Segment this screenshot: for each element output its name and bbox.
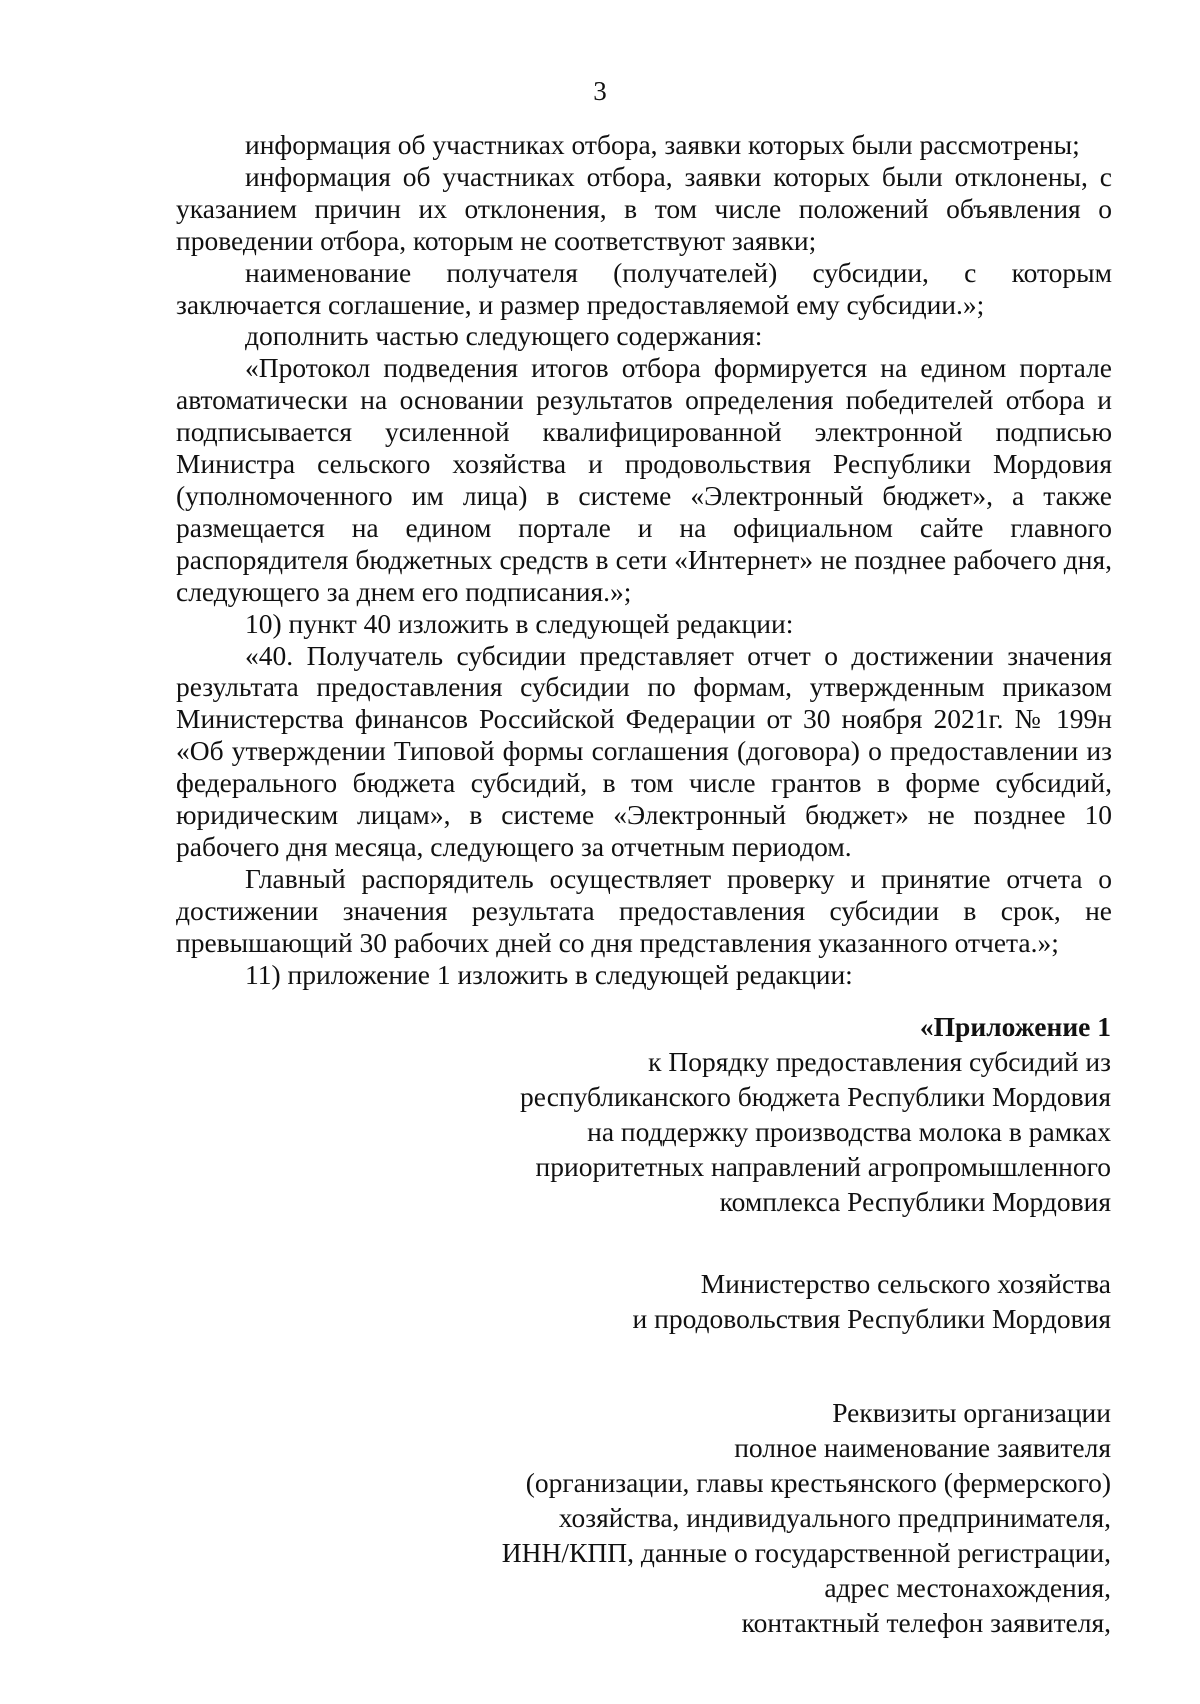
requisites-line: (организации, главы крестьянского (фермерского) — [525, 1467, 1111, 1498]
requisites-line: Реквизиты организации — [832, 1397, 1111, 1428]
addressee-line: и продовольствия Республики Мордовия — [632, 1303, 1111, 1334]
paragraph: «40. Получатель субсидии представляет отчет о достижении значения результата предоставления субсидии по формам, утвержденным приказом Министерства финансов Российской Федерации от 30 ноября 2021г. № 199н «Об утверждении Типовой формы соглашения (договора) о предоставлении из федерального бюджета субсидий, в том числе грантов в форме субсидий, юридическим лицам», в системе «Электронный бюджет» не позднее 10 рабочего дня месяца, следующего за отчетным периодом. — [176, 639, 1112, 862]
addressee-line: Министерство сельского хозяйства — [700, 1268, 1111, 1299]
appendix-header — [411, 1009, 1111, 1640]
appendix-title: «Приложение 1 — [919, 1011, 1111, 1042]
appendix-subtitle-line: на поддержку производства молока в рамках — [587, 1116, 1111, 1147]
paragraph: 10) пункт 40 изложить в следующей редакции: — [245, 607, 794, 639]
paragraph: информация об участниках отбора, заявки которых были рассмотрены; — [245, 129, 1080, 160]
requisites-line: контактный телефон заявителя, — [741, 1607, 1111, 1638]
paragraph: наименование получателя (получателей) субсидии, с которым заключается соглашение, и размер предоставляемой ему субсидии.»; — [176, 256, 1112, 320]
requisites-line: полное наименование заявителя — [734, 1432, 1111, 1463]
appendix-subtitle-line: к Порядку предоставления субсидий из — [648, 1046, 1111, 1077]
requisites-line: хозяйства, индивидуального предпринимателя, — [558, 1502, 1111, 1533]
paragraph: дополнить частью следующего содержания: — [245, 320, 763, 352]
paragraph: «Протокол подведения итогов отбора формируется на едином портале автоматически на основании результатов определения победителей отбора и подписывается усиленной квалифицированной электронной подписью Министра сельского хозяйства и продовольствия Республики Мордовия (уполномоченного им лица) в системе «Электронный бюджет», а также размещается на едином портале и на официальном сайте главного распорядителя бюджетных средств в сети «Интернет» не позднее рабочего дня, следующего за днем его подписания.»; — [176, 352, 1112, 607]
requisites-line: ИНН/КПП, данные о государственной регистрации, — [501, 1537, 1111, 1568]
appendix-subtitle-line: республиканского бюджета Республики Мордовия — [520, 1081, 1111, 1112]
paragraph: информация об участниках отбора, заявки которых были отклонены, с указанием причин их отклонения, в том числе положений объявления о проведении отбора, которым не соответствуют заявки; — [176, 160, 1112, 256]
spacer — [411, 1336, 1111, 1395]
appendix-subtitle-line: комплекса Республики Мордовия — [719, 1186, 1111, 1217]
paragraph: Главный распорядитель осуществляет проверку и принятие отчета о достижении значения результата предоставления субсидии в срок, не превышающий 30 рабочих дней со дня представления указанного отчета.»; — [176, 862, 1112, 958]
spacer — [411, 1219, 1111, 1266]
requisites-line: адрес местонахождения, — [824, 1572, 1111, 1603]
appendix-subtitle-line: приоритетных направлений агропромышленного — [535, 1151, 1111, 1182]
page-number: 3 — [593, 76, 607, 106]
document-body — [176, 129, 1112, 990]
paragraph: 11) приложение 1 изложить в следующей редакции: — [245, 958, 853, 990]
